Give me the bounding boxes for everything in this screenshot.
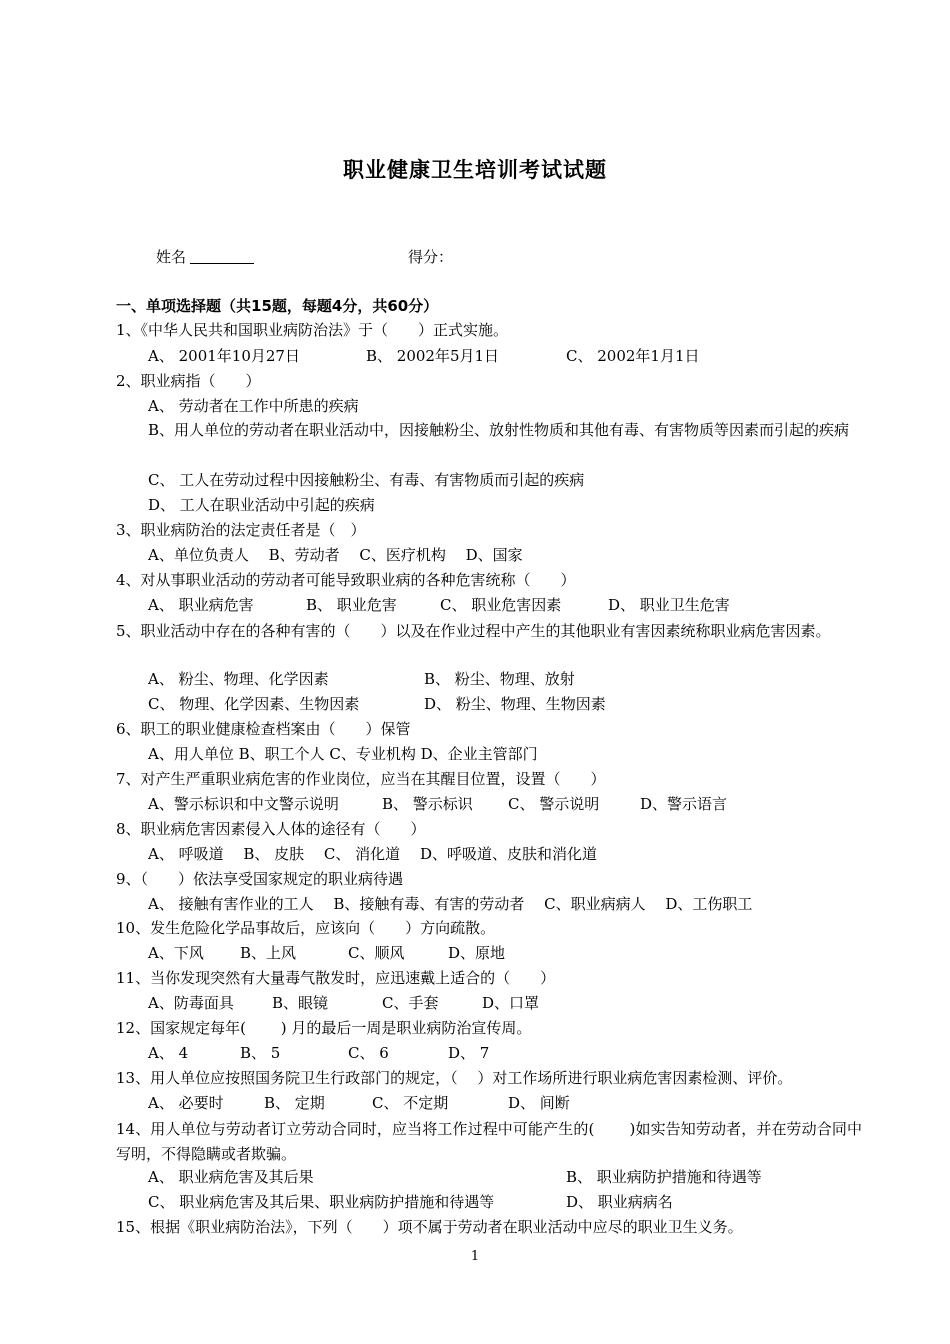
- question-7-option-b: B、 警示标识: [382, 795, 473, 813]
- question-15-stem: 15、根据《职业病防治法》，下列（ ）项不属于劳动者在职业活动中应尽的职业卫生义务。: [116, 1218, 743, 1236]
- question-12-stem: 12、国家规定每年( ) 月的最后一周是职业病防治宣传周。: [116, 1019, 532, 1037]
- section-heading: 一、单项选择题（共15题，每题4分，共60分）: [116, 297, 439, 315]
- question-5-option-c: C、 物理、化学因素、生物因素: [148, 695, 360, 713]
- question-14-option-a: A、 职业病危害及其后果: [148, 1168, 314, 1186]
- question-10-option-d: D、原地: [448, 944, 506, 962]
- question-3-options: A、单位负责人 B、劳动者 C、医疗机构 D、国家: [148, 546, 523, 564]
- question-12-option-a: A、 4: [148, 1044, 189, 1062]
- question-11-option-d: D、口罩: [482, 994, 540, 1012]
- question-13-option-a: A、 必要时: [148, 1094, 224, 1112]
- question-2-option-d: D、 工人在职业活动中引起的疾病: [148, 496, 375, 514]
- question-3-stem: 3、职业病防治的法定责任者是（ ）: [116, 521, 366, 539]
- question-13-option-b: B、 定期: [264, 1094, 325, 1112]
- question-6-stem: 6、职工的职业健康检查档案由（ ）保管: [116, 720, 411, 738]
- question-1-stem: 1、《中华人民共和国职业病防治法》于（ ）正式实施。: [116, 321, 509, 339]
- question-4-option-d: D、 职业卫生危害: [608, 596, 730, 614]
- question-5-option-d: D、 粉尘、物理、生物因素: [424, 695, 606, 713]
- page-number: 1: [470, 1249, 480, 1264]
- question-11-option-b: B、眼镜: [272, 994, 329, 1012]
- question-4-option-a: A、 职业病危害: [148, 596, 254, 614]
- question-1-option-c: C、 2002年1月1日: [566, 347, 700, 365]
- question-2-option-b: B、用人单位的劳动者在职业活动中，因接触粉尘、放射性物质和其他有毒、有害物质等因素而引起的疾病: [148, 421, 850, 439]
- page-title: 职业健康卫生培训考试试题: [343, 158, 607, 182]
- question-12-option-b: B、 5: [240, 1044, 281, 1062]
- question-7-option-d: D、警示语言: [640, 795, 728, 813]
- question-11-stem: 11、当你发现突然有大量毒气散发时，应迅速戴上适合的（ ）: [116, 969, 556, 987]
- question-13-option-c: C、 不定期: [372, 1094, 449, 1112]
- question-2-stem: 2、职业病指（ ）: [116, 372, 261, 390]
- question-7-option-c: C、 警示说明: [508, 795, 600, 813]
- question-5-stem: 5、职业活动中存在的各种有害的（ ）以及在作业过程中产生的其他职业有害因素统称职业病危害因素。: [116, 622, 831, 640]
- question-14-option-c: C、 职业病危害及其后果、职业病防护措施和待遇等: [148, 1193, 495, 1211]
- question-1-option-a: A、 2001年10月27日: [148, 347, 300, 365]
- question-11-option-c: C、手套: [382, 994, 439, 1012]
- name-field: [156, 247, 254, 267]
- question-13-option-d: D、 间断: [508, 1094, 570, 1112]
- question-7-option-a: A、警示标识和中文警示说明: [148, 795, 339, 813]
- question-8-options: A、 呼吸道 B、 皮肤 C、 消化道 D、呼吸道、皮肤和消化道: [148, 845, 597, 863]
- question-9-stem: 9、（ ）依法享受国家规定的职业病待遇: [116, 870, 404, 888]
- question-14-option-b: B、 职业病防护措施和待遇等: [566, 1168, 762, 1186]
- question-8-stem: 8、职业病危害因素侵入人体的途径有（ ）: [116, 820, 426, 838]
- question-14-stem: 14、用人单位与劳动者订立劳动合同时，应当将工作过程中可能产生的( )如实告知劳动者，并在劳动合同中写明，不得隐瞒或者欺骗。: [116, 1120, 862, 1163]
- question-10-option-c: C、顺风: [348, 944, 405, 962]
- name-blank-line: [190, 248, 254, 264]
- question-4-option-c: C、 职业危害因素: [440, 596, 562, 614]
- question-9-options: A、 接触有害作业的工人 B、接触有毒、有害的劳动者 C、职业病病人 D、工伤职工: [148, 895, 753, 913]
- question-10-stem: 10、发生危险化学品事故后，应该向（ ）方向疏散。: [116, 919, 496, 937]
- question-2-option-c: C、 工人在劳动过程中因接触粉尘、有毒、有害物质而引起的疾病: [148, 471, 585, 489]
- question-4-stem: 4、对从事职业活动的劳动者可能导致职业病的各种危害统称（ ）: [116, 571, 576, 589]
- question-5-option-a: A、 粉尘、物理、化学因素: [148, 670, 329, 688]
- question-7-stem: 7、对产生严重职业病危害的作业岗位，应当在其醒目位置，设置（ ）: [116, 770, 606, 788]
- question-13-stem: 13、用人单位应按照国务院卫生行政部门的规定，（ ）对工作场所进行职业病危害因素检测、评价。: [116, 1069, 793, 1087]
- question-2-option-a: A、 劳动者在工作中所患的疾病: [148, 397, 359, 415]
- question-4-option-b: B、 职业危害: [306, 596, 397, 614]
- score-label: 得分：: [408, 248, 454, 266]
- question-1-option-b: B、 2002年5月1日: [366, 347, 500, 365]
- question-11-option-a: A、防毒面具: [148, 994, 234, 1012]
- question-12-option-d: D、 7: [448, 1044, 490, 1062]
- question-6-options: A、用人单位 B、职工个人 C、专业机构 D、企业主管部门: [148, 745, 538, 763]
- question-12-option-c: C、 6: [348, 1044, 389, 1062]
- question-10-option-a: A、下风: [148, 944, 204, 962]
- question-5-option-b: B、 粉尘、物理、放射: [424, 670, 575, 688]
- question-10-option-b: B、上风: [240, 944, 297, 962]
- name-label: 姓名: [156, 248, 187, 266]
- question-14-option-d: D、 职业病病名: [566, 1193, 673, 1211]
